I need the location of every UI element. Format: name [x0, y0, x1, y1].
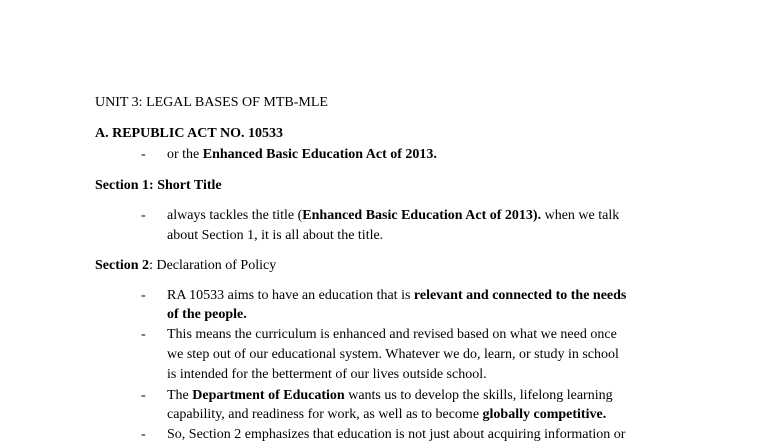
- text-run: capability, and readiness for work, as well as to become: [167, 407, 483, 422]
- section-2-bullet-3-line-1: [167, 386, 613, 406]
- bullet-dash: -: [141, 327, 146, 342]
- text-run: or the: [167, 147, 203, 162]
- bold-text-run: Enhanced Basic Education Act of 2013.: [202, 147, 437, 162]
- bold-text-run: relevant and connected to the needs: [413, 288, 627, 303]
- section-2-bullet-1-line-2: of the people.: [167, 307, 247, 322]
- section-2-bullet-4-line-1: So, Section 2 emphasizes that education is not just about acquiring information or: [167, 427, 626, 442]
- section-a-bullet-1: [167, 145, 437, 165]
- section-2-bullet-2-line-1: This means the curriculum is enhanced and revised based on what we need once: [167, 327, 617, 342]
- section-2-heading: [95, 256, 276, 276]
- section-2-bullet-1-line-1: [167, 286, 626, 306]
- bullet-dash: -: [141, 147, 146, 162]
- text-run: wants us to develop the skills, lifelong learning: [344, 388, 613, 403]
- section-2-label: Section 2: [95, 258, 150, 273]
- bold-text-run: globally competitive.: [482, 407, 607, 422]
- bullet-dash: -: [141, 288, 146, 303]
- section-1-heading: Section 1: Short Title: [95, 178, 222, 193]
- bullet-dash: -: [141, 427, 146, 442]
- section-1-bullet-1-line-2: about Section 1, it is all about the title.: [167, 228, 384, 243]
- bold-text-run: Department of Education: [192, 388, 345, 403]
- section-2-bullet-2-line-3: is intended for the betterment of our lives outside school.: [167, 367, 487, 382]
- bullet-dash: -: [141, 208, 146, 223]
- section-2-bullet-3-line-2: [167, 405, 606, 425]
- bold-text-run: Enhanced Basic Education Act of 2013).: [302, 208, 542, 223]
- section-a-heading: A. REPUBLIC ACT NO. 10533: [95, 126, 283, 141]
- section-2-heading-rest: : Declaration of Policy: [149, 258, 277, 273]
- text-run: RA 10533 aims to have an education that is: [167, 288, 414, 303]
- bullet-dash: -: [141, 388, 146, 403]
- text-run: always tackles the title (: [167, 208, 303, 223]
- text-run: The: [167, 388, 193, 403]
- unit-title: UNIT 3: LEGAL BASES OF MTB-MLE: [95, 95, 328, 110]
- section-2-bullet-2-line-2: we step out of our educational system. Whatever we do, learn, or study in school: [167, 347, 619, 362]
- section-1-bullet-1-line-1: [167, 206, 619, 226]
- text-run: when we talk: [541, 208, 620, 223]
